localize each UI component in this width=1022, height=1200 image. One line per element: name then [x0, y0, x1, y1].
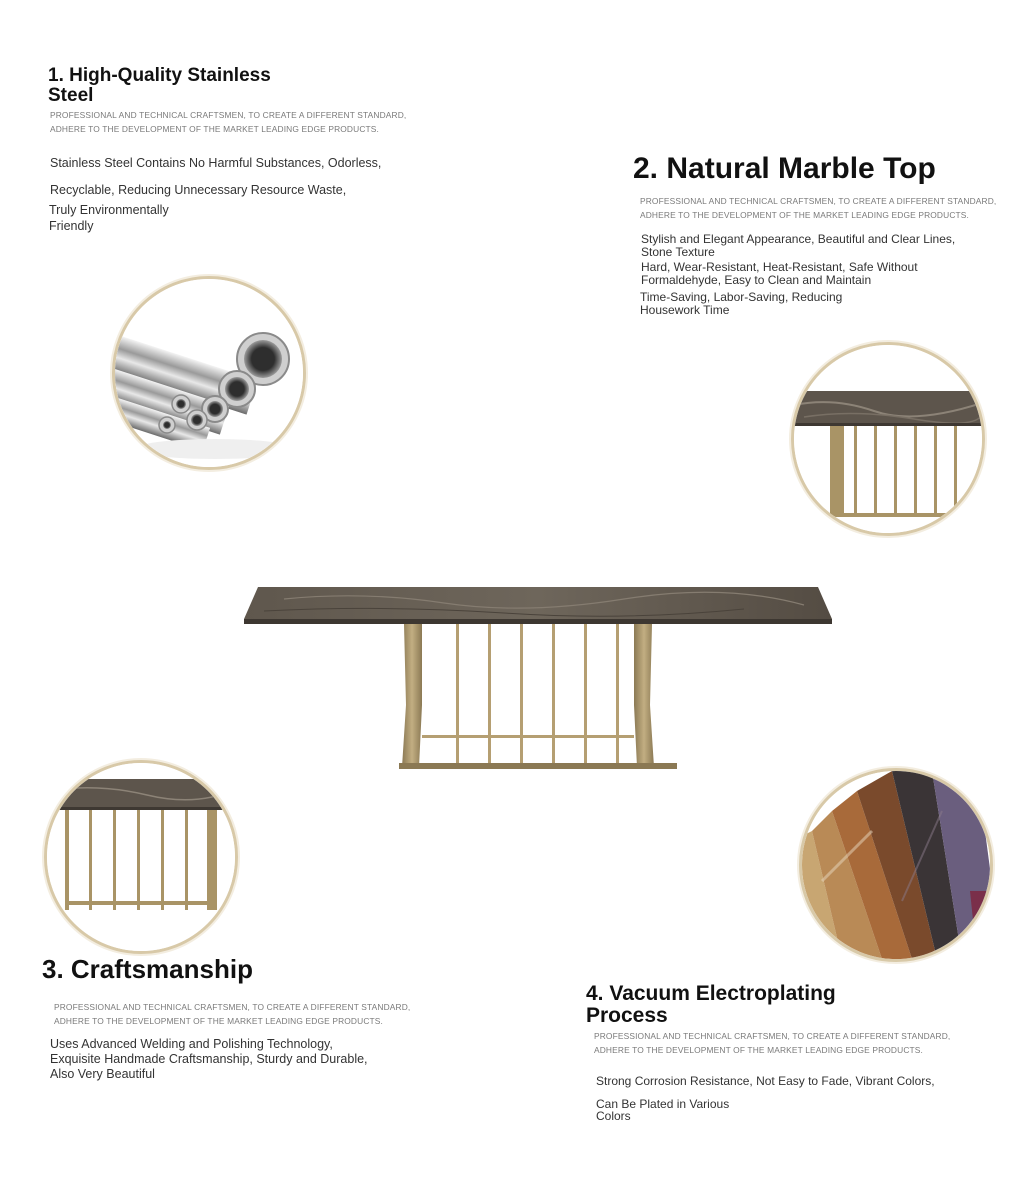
section-1-feature-2: Recyclable, Reducing Unnecessary Resource Waste, — [50, 183, 347, 197]
electroplating-color-swatches-icon — [802, 771, 990, 959]
marble-dining-table-icon — [244, 585, 832, 775]
section-2-feature-3: Time-Saving, Labor-Saving, Reducing Housework Time — [640, 290, 843, 317]
table-frame-closeup-image — [44, 760, 238, 954]
section-1-title: 1. High-Quality Stainless Steel — [48, 65, 271, 106]
section-1-tagline-line1: PROFESSIONAL AND TECHNICAL CRAFTSMEN, TO CREATE A DIFFERENT STANDARD, — [50, 110, 407, 120]
section-1-tagline-line2: ADHERE TO THE DEVELOPMENT OF THE MARKET LEADING EDGE PRODUCTS. — [50, 124, 380, 134]
section-1-feature-3: Truly Environmentally Friendly — [49, 203, 169, 233]
section-4-feature-2: Can Be Plated in Various Colors — [596, 1097, 730, 1123]
section-3-feature-1: Uses Advanced Welding and Polishing Technology, Exquisite Handmade Craftsmanship, Sturdy and Durable, Also Very Beautiful — [50, 1037, 368, 1081]
section-4-feature-1: Strong Corrosion Resistance, Not Easy to Fade, Vibrant Colors, — [596, 1074, 935, 1088]
section-2-title: 2. Natural Marble Top — [633, 152, 936, 185]
marble-top-closeup-image — [791, 342, 985, 536]
steel-pipes-image — [112, 276, 306, 470]
section-4-tagline-line2: ADHERE TO THE DEVELOPMENT OF THE MARKET LEADING EDGE PRODUCTS. — [594, 1045, 924, 1055]
section-2-tagline-line1: PROFESSIONAL AND TECHNICAL CRAFTSMEN, TO CREATE A DIFFERENT STANDARD, — [640, 196, 997, 206]
marble-dining-table-image — [244, 585, 832, 775]
section-2-tagline-line2: ADHERE TO THE DEVELOPMENT OF THE MARKET LEADING EDGE PRODUCTS. — [640, 210, 970, 220]
section-4-title: 4. Vacuum Electroplating Process — [586, 982, 836, 1028]
section-4-tagline-line1: PROFESSIONAL AND TECHNICAL CRAFTSMEN, TO CREATE A DIFFERENT STANDARD, — [594, 1031, 951, 1041]
section-3-tagline-line1: PROFESSIONAL AND TECHNICAL CRAFTSMEN, TO CREATE A DIFFERENT STANDARD, — [54, 1002, 411, 1012]
section-2-feature-1: Stylish and Elegant Appearance, Beautiful and Clear Lines, Stone Texture — [641, 232, 956, 259]
section-2-feature-2: Hard, Wear-Resistant, Heat-Resistant, Safe Without Formaldehyde, Easy to Clean and Maintain — [641, 260, 918, 287]
section-1-feature-1: Stainless Steel Contains No Harmful Substances, Odorless, — [50, 156, 382, 170]
steel-pipes-icon — [115, 279, 303, 467]
section-3-title: 3. Craftsmanship — [42, 954, 253, 984]
section-3-tagline-line2: ADHERE TO THE DEVELOPMENT OF THE MARKET LEADING EDGE PRODUCTS. — [54, 1016, 384, 1026]
table-frame-closeup-icon — [47, 763, 235, 951]
color-swatches-image — [799, 768, 993, 962]
marble-table-closeup-icon — [794, 345, 982, 533]
